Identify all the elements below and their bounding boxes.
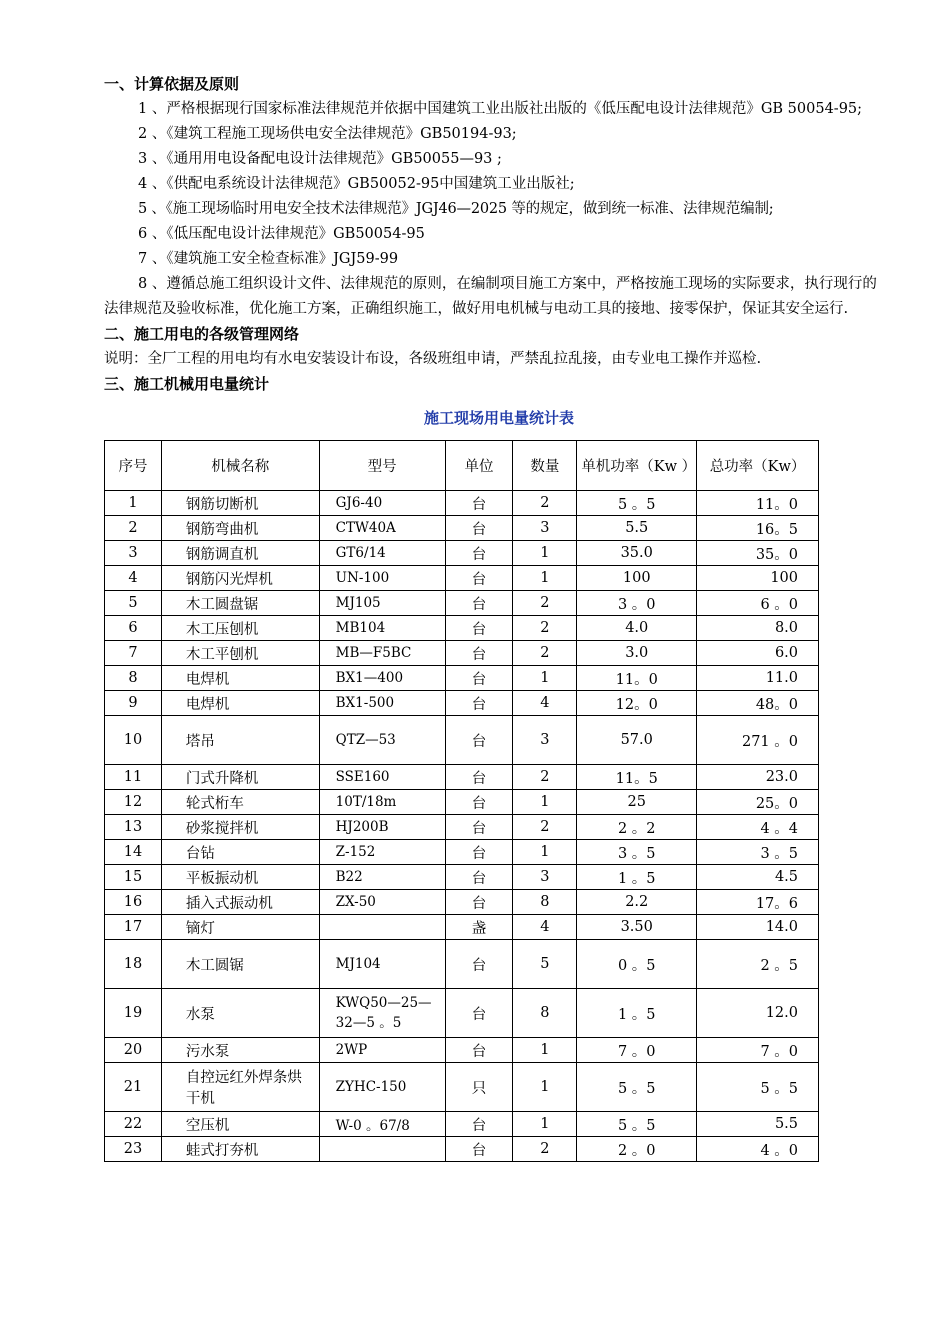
total-power-cell: 2 。5 bbox=[697, 940, 819, 989]
unit-cell: 台 bbox=[445, 616, 513, 641]
basis-item: 8 、遵循总施工组织设计文件、法律规范的原则，在编制项目施工方案中，严格按施工现场的实际要求，执行现行的法律规范及验收标准，优化施工方案，正确组织施工，做好用电机械与电动工具的接地、接零保护，保证其安全运行. bbox=[104, 276, 877, 317]
machine-name-cell: 木工压刨机 bbox=[161, 616, 319, 641]
row-number-cell: 2 bbox=[105, 516, 162, 541]
model-cell: ZX-50 bbox=[319, 890, 445, 915]
header-cell: 单机功率（Kw ） bbox=[577, 441, 697, 491]
unit-power-cell: 5 。5 bbox=[577, 1063, 697, 1112]
machine-name-cell: 蛙式打夯机 bbox=[161, 1137, 319, 1162]
row-number-cell: 16 bbox=[105, 890, 162, 915]
table-row bbox=[105, 691, 819, 716]
unit-power-cell: 11。0 bbox=[577, 666, 697, 691]
quantity-cell: 1 bbox=[513, 541, 577, 566]
table-row bbox=[105, 865, 819, 890]
basis-item: 2 、《建筑工程施工现场供电安全法律规范》GB50194-93; bbox=[138, 126, 517, 142]
quantity-cell: 1 bbox=[513, 790, 577, 815]
unit-power-cell: 2.2 bbox=[577, 890, 697, 915]
quantity-cell: 3 bbox=[513, 865, 577, 890]
unit-power-cell: 1 。5 bbox=[577, 865, 697, 890]
model-cell: GT6/14 bbox=[319, 541, 445, 566]
model-cell: GJ6-40 bbox=[319, 491, 445, 516]
table-row bbox=[105, 815, 819, 840]
basis-item: 6 、《低压配电设计法律规范》GB50054-95 bbox=[138, 226, 425, 242]
unit-power-cell: 5 。5 bbox=[577, 491, 697, 516]
unit-cell: 台 bbox=[445, 1137, 513, 1162]
unit-cell: 台 bbox=[445, 1038, 513, 1063]
model-cell: CTW40A bbox=[319, 516, 445, 541]
row-number-cell: 21 bbox=[105, 1063, 162, 1112]
table-row bbox=[105, 890, 819, 915]
unit-power-cell: 3.0 bbox=[577, 641, 697, 666]
row-number-cell: 17 bbox=[105, 915, 162, 940]
quantity-cell: 2 bbox=[513, 616, 577, 641]
unit-cell: 台 bbox=[445, 790, 513, 815]
total-power-cell: 100 bbox=[697, 566, 819, 591]
row-number-cell: 10 bbox=[105, 716, 162, 765]
machine-name-cell: 自控远红外焊条烘干机 bbox=[161, 1063, 319, 1112]
total-power-cell: 11.0 bbox=[697, 666, 819, 691]
unit-cell: 台 bbox=[445, 765, 513, 790]
quantity-cell: 1 bbox=[513, 566, 577, 591]
unit-cell: 台 bbox=[445, 566, 513, 591]
total-power-cell: 23.0 bbox=[697, 765, 819, 790]
unit-power-cell: 12。0 bbox=[577, 691, 697, 716]
table-row bbox=[105, 940, 819, 989]
unit-cell: 台 bbox=[445, 989, 513, 1038]
machine-name-cell: 空压机 bbox=[161, 1112, 319, 1137]
model-cell: Z-152 bbox=[319, 840, 445, 865]
row-number-cell: 12 bbox=[105, 790, 162, 815]
unit-power-cell: 2 。2 bbox=[577, 815, 697, 840]
model-cell: MJ105 bbox=[319, 591, 445, 616]
quantity-cell: 2 bbox=[513, 815, 577, 840]
quantity-cell: 5 bbox=[513, 940, 577, 989]
unit-power-cell: 4.0 bbox=[577, 616, 697, 641]
unit-cell: 台 bbox=[445, 491, 513, 516]
row-number-cell: 11 bbox=[105, 765, 162, 790]
table-header-row bbox=[105, 441, 819, 491]
model-cell: SSE160 bbox=[319, 765, 445, 790]
total-power-cell: 16。5 bbox=[697, 516, 819, 541]
header-cell: 机械名称 bbox=[161, 441, 319, 491]
unit-power-cell: 7 。0 bbox=[577, 1038, 697, 1063]
total-power-cell: 12.0 bbox=[697, 989, 819, 1038]
machine-name-cell: 木工平刨机 bbox=[161, 641, 319, 666]
basis-item: 5 、《施工现场临时用电安全技术法律规范》JGJ46—2025 等的规定，做到统一标准、法律规范编制; bbox=[138, 201, 774, 217]
machine-name-cell: 钢筋弯曲机 bbox=[161, 516, 319, 541]
quantity-cell: 2 bbox=[513, 491, 577, 516]
total-power-cell: 48。0 bbox=[697, 691, 819, 716]
unit-cell: 台 bbox=[445, 1112, 513, 1137]
quantity-cell: 8 bbox=[513, 989, 577, 1038]
unit-power-cell: 35.0 bbox=[577, 541, 697, 566]
total-power-cell: 4.5 bbox=[697, 865, 819, 890]
row-number-cell: 3 bbox=[105, 541, 162, 566]
model-cell: ZYHC-150 bbox=[319, 1063, 445, 1112]
machine-name-cell: 木工圆盘锯 bbox=[161, 591, 319, 616]
unit-cell: 台 bbox=[445, 516, 513, 541]
total-power-cell: 11。0 bbox=[697, 491, 819, 516]
row-number-cell: 6 bbox=[105, 616, 162, 641]
row-number-cell: 8 bbox=[105, 666, 162, 691]
machine-name-cell: 平板振动机 bbox=[161, 865, 319, 890]
row-number-cell: 14 bbox=[105, 840, 162, 865]
machine-name-cell: 砂浆搅拌机 bbox=[161, 815, 319, 840]
total-power-cell: 17。6 bbox=[697, 890, 819, 915]
unit-power-cell: 2 。0 bbox=[577, 1137, 697, 1162]
section3-heading: 三、施工机械用电量统计 bbox=[104, 375, 270, 393]
machine-name-cell: 轮式桁车 bbox=[161, 790, 319, 815]
basis-item: 1 、严格根据现行国家标准法律规范并依据中国建筑工业出版社出版的《低压配电设计法律规范》GB 50054-95; bbox=[138, 101, 863, 117]
header-cell: 型号 bbox=[319, 441, 445, 491]
total-power-cell: 271 。0 bbox=[697, 716, 819, 765]
model-cell: MJ104 bbox=[319, 940, 445, 989]
machine-name-cell: 钢筋切断机 bbox=[161, 491, 319, 516]
unit-cell: 台 bbox=[445, 691, 513, 716]
model-cell: 10T/18m bbox=[319, 790, 445, 815]
quantity-cell: 8 bbox=[513, 890, 577, 915]
total-power-cell: 6.0 bbox=[697, 641, 819, 666]
table-row bbox=[105, 616, 819, 641]
machine-name-cell: 塔吊 bbox=[161, 716, 319, 765]
table-row bbox=[105, 566, 819, 591]
unit-power-cell: 1 。5 bbox=[577, 989, 697, 1038]
model-cell: BX1-500 bbox=[319, 691, 445, 716]
unit-power-cell: 5 。5 bbox=[577, 1112, 697, 1137]
table-row bbox=[105, 790, 819, 815]
header-cell: 数量 bbox=[513, 441, 577, 491]
quantity-cell: 3 bbox=[513, 716, 577, 765]
machine-name-cell: 钢筋调直机 bbox=[161, 541, 319, 566]
row-number-cell: 22 bbox=[105, 1112, 162, 1137]
total-power-cell: 5.5 bbox=[697, 1112, 819, 1137]
quantity-cell: 2 bbox=[513, 765, 577, 790]
quantity-cell: 4 bbox=[513, 691, 577, 716]
row-number-cell: 9 bbox=[105, 691, 162, 716]
model-cell: QTZ—53 bbox=[319, 716, 445, 765]
table-row bbox=[105, 1038, 819, 1063]
quantity-cell: 1 bbox=[513, 1063, 577, 1112]
machine-name-cell: 钢筋闪光焊机 bbox=[161, 566, 319, 591]
row-number-cell: 19 bbox=[105, 989, 162, 1038]
unit-cell: 台 bbox=[445, 890, 513, 915]
section2-heading: 二、施工用电的各级管理网络 bbox=[104, 325, 300, 343]
unit-cell: 只 bbox=[445, 1063, 513, 1112]
model-cell: MB104 bbox=[319, 616, 445, 641]
table-row bbox=[105, 516, 819, 541]
unit-cell: 台 bbox=[445, 641, 513, 666]
table-title: 施工现场用电量统计表 bbox=[423, 409, 574, 427]
model-cell: UN-100 bbox=[319, 566, 445, 591]
machine-name-cell: 插入式振动机 bbox=[161, 890, 319, 915]
machine-name-cell: 台钻 bbox=[161, 840, 319, 865]
table-row bbox=[105, 541, 819, 566]
unit-cell: 台 bbox=[445, 940, 513, 989]
total-power-cell: 14.0 bbox=[697, 915, 819, 940]
table-row bbox=[105, 989, 819, 1038]
unit-power-cell: 0 。5 bbox=[577, 940, 697, 989]
row-number-cell: 4 bbox=[105, 566, 162, 591]
quantity-cell: 2 bbox=[513, 1137, 577, 1162]
unit-power-cell: 3 。5 bbox=[577, 840, 697, 865]
unit-power-cell: 57.0 bbox=[577, 716, 697, 765]
machine-name-cell: 水泵 bbox=[161, 989, 319, 1038]
table-row bbox=[105, 716, 819, 765]
machine-name-cell: 电焊机 bbox=[161, 666, 319, 691]
section1-heading: 一、计算依据及原则 bbox=[104, 75, 240, 93]
model-cell: MB—F5BC bbox=[319, 641, 445, 666]
quantity-cell: 1 bbox=[513, 666, 577, 691]
header-cell: 序号 bbox=[105, 441, 162, 491]
quantity-cell: 4 bbox=[513, 915, 577, 940]
quantity-cell: 2 bbox=[513, 641, 577, 666]
row-number-cell: 20 bbox=[105, 1038, 162, 1063]
machine-name-cell: 镝灯 bbox=[161, 915, 319, 940]
model-cell: B22 bbox=[319, 865, 445, 890]
unit-power-cell: 3 。0 bbox=[577, 591, 697, 616]
total-power-cell: 3 。5 bbox=[697, 840, 819, 865]
quantity-cell: 2 bbox=[513, 591, 577, 616]
quantity-cell: 1 bbox=[513, 1038, 577, 1063]
machine-name-cell: 电焊机 bbox=[161, 691, 319, 716]
basis-item: 4 、《供配电系统设计法律规范》GB50052-95中国建筑工业出版社; bbox=[138, 176, 575, 192]
model-cell: KWQ50—25—32—5 。5 bbox=[319, 989, 445, 1038]
total-power-cell: 5 。5 bbox=[697, 1063, 819, 1112]
header-cell: 总功率（Kw） bbox=[697, 441, 819, 491]
quantity-cell: 3 bbox=[513, 516, 577, 541]
unit-power-cell: 3.50 bbox=[577, 915, 697, 940]
unit-cell: 台 bbox=[445, 591, 513, 616]
table-row bbox=[105, 840, 819, 865]
model-cell: 2WP bbox=[319, 1038, 445, 1063]
unit-cell: 台 bbox=[445, 666, 513, 691]
total-power-cell: 4 。4 bbox=[697, 815, 819, 840]
unit-power-cell: 11。5 bbox=[577, 765, 697, 790]
total-power-cell: 35。0 bbox=[697, 541, 819, 566]
model-cell: W-0 。67/8 bbox=[319, 1112, 445, 1137]
model-cell bbox=[319, 1137, 445, 1162]
table-row bbox=[105, 1063, 819, 1112]
total-power-cell: 8.0 bbox=[697, 616, 819, 641]
machine-name-cell: 污水泵 bbox=[161, 1038, 319, 1063]
row-number-cell: 13 bbox=[105, 815, 162, 840]
row-number-cell: 23 bbox=[105, 1137, 162, 1162]
unit-cell: 台 bbox=[445, 815, 513, 840]
table-row bbox=[105, 765, 819, 790]
row-number-cell: 1 bbox=[105, 491, 162, 516]
unit-cell: 盏 bbox=[445, 915, 513, 940]
unit-power-cell: 5.5 bbox=[577, 516, 697, 541]
model-cell: BX1—400 bbox=[319, 666, 445, 691]
total-power-cell: 7 。0 bbox=[697, 1038, 819, 1063]
table-row bbox=[105, 491, 819, 516]
unit-power-cell: 25 bbox=[577, 790, 697, 815]
model-cell: HJ200B bbox=[319, 815, 445, 840]
basis-item: 3 、《通用用电设备配电设计法律规范》GB50055—93 ; bbox=[138, 151, 502, 167]
section2-note: 说明：全厂工程的用电均有水电安装设计布设，各级班组申请，严禁乱拉乱接，由专业电工操作并巡检. bbox=[104, 351, 762, 367]
table-row bbox=[105, 915, 819, 940]
row-number-cell: 5 bbox=[105, 591, 162, 616]
header-cell: 单位 bbox=[445, 441, 513, 491]
table-row bbox=[105, 666, 819, 691]
row-number-cell: 18 bbox=[105, 940, 162, 989]
table-row bbox=[105, 1112, 819, 1137]
document-page bbox=[104, 72, 884, 1162]
unit-cell: 台 bbox=[445, 840, 513, 865]
machine-name-cell: 门式升降机 bbox=[161, 765, 319, 790]
unit-power-cell: 100 bbox=[577, 566, 697, 591]
row-number-cell: 7 bbox=[105, 641, 162, 666]
machine-name-cell: 木工圆锯 bbox=[161, 940, 319, 989]
unit-cell: 台 bbox=[445, 865, 513, 890]
unit-cell: 台 bbox=[445, 541, 513, 566]
quantity-cell: 1 bbox=[513, 1112, 577, 1137]
table-row bbox=[105, 591, 819, 616]
basis-item: 7 、《建筑施工安全检查标准》JGJ59-99 bbox=[138, 251, 399, 267]
total-power-cell: 25。0 bbox=[697, 790, 819, 815]
model-cell bbox=[319, 915, 445, 940]
table-row bbox=[105, 641, 819, 666]
total-power-cell: 6 。0 bbox=[697, 591, 819, 616]
table-row bbox=[105, 1137, 819, 1162]
total-power-cell: 4 。0 bbox=[697, 1137, 819, 1162]
quantity-cell: 1 bbox=[513, 840, 577, 865]
row-number-cell: 15 bbox=[105, 865, 162, 890]
unit-cell: 台 bbox=[445, 716, 513, 765]
power-statistics-table bbox=[104, 440, 819, 1162]
